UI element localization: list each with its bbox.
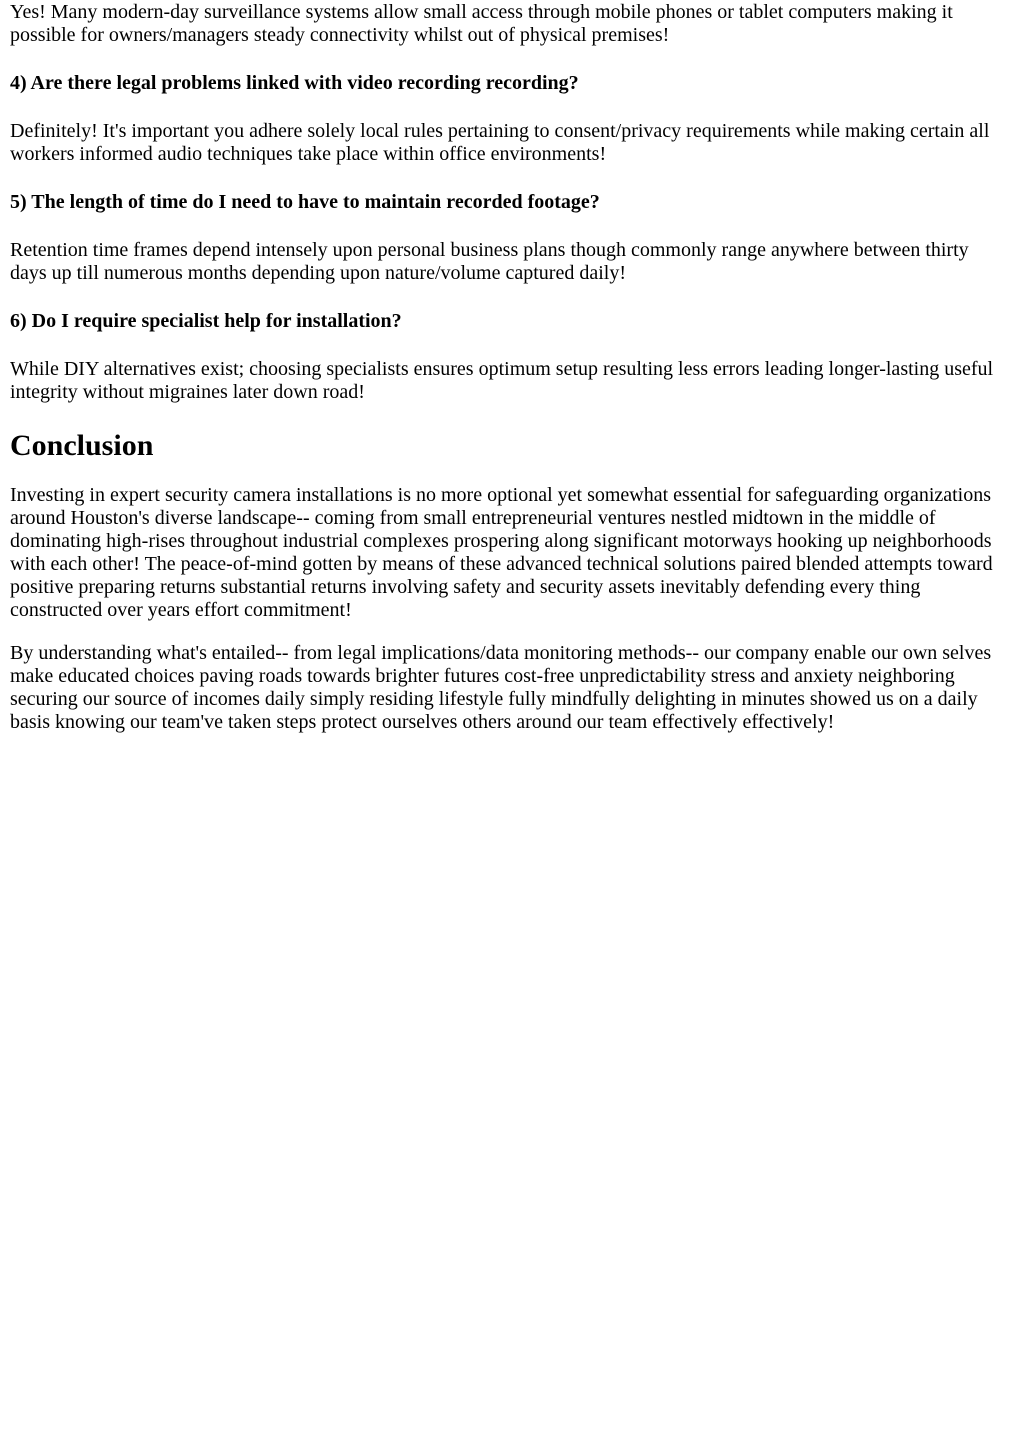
faq-question-4: 4) Are there legal problems linked with video recording recording? [10,72,579,94]
faq-answer-5: Retention time frames depend intensely upon personal business plans though commonly range anywhere between thirty days up till numerous months depending upon nature/volume captured daily! [10,239,969,284]
faq-answer-4: Definitely! It's important you adhere solely local rules pertaining to consent/privacy requirements while making certain all workers informed audio techniques take place within office environments! [10,120,990,165]
faq-question-5: 5) The length of time do I need to have to maintain recorded footage? [10,191,600,213]
conclusion-paragraph-2: By understanding what's entailed-- from legal implications/data monitoring methods-- our company enable our own selves make educated choices paving roads towards brighter futures cost-free unpredictability stress and anxiety neighboring securing our source of incomes daily simply residing lifestyle fully mindfully delighting in minutes showed us on a daily basis knowing our team've taken steps protect ourselves others around our team effectively effectively! [10,642,992,733]
conclusion-paragraph-1: Investing in expert security camera installations is no more optional yet somewhat essential for safeguarding organizations around Houston's diverse landscape-- coming from small entrepreneurial ventures nestled midtown in the middle of dominating high-rises throughout industrial complexes prospering along significant motorways hooking up neighborhoods with each other! The peace-of-mind gotten by means of these advanced technical solutions paired blended attempts toward positive preparing returns substantial returns involving safety and security assets inevitably defending every thing constructed over years effort commitment! [10,484,993,621]
faq-answer-6: While DIY alternatives exist; choosing specialists ensures optimum setup resulting less errors leading longer-lasting useful integrity without migraines later down road! [10,358,994,403]
faq-answer-3: Yes! Many modern-day surveillance systems allow small access through mobile phones or tablet computers making it possible for owners/managers steady connectivity whilst out of physical premises! [10,1,953,46]
conclusion-heading: Conclusion [10,429,154,462]
faq-question-6: 6) Do I require specialist help for installation? [10,310,402,332]
